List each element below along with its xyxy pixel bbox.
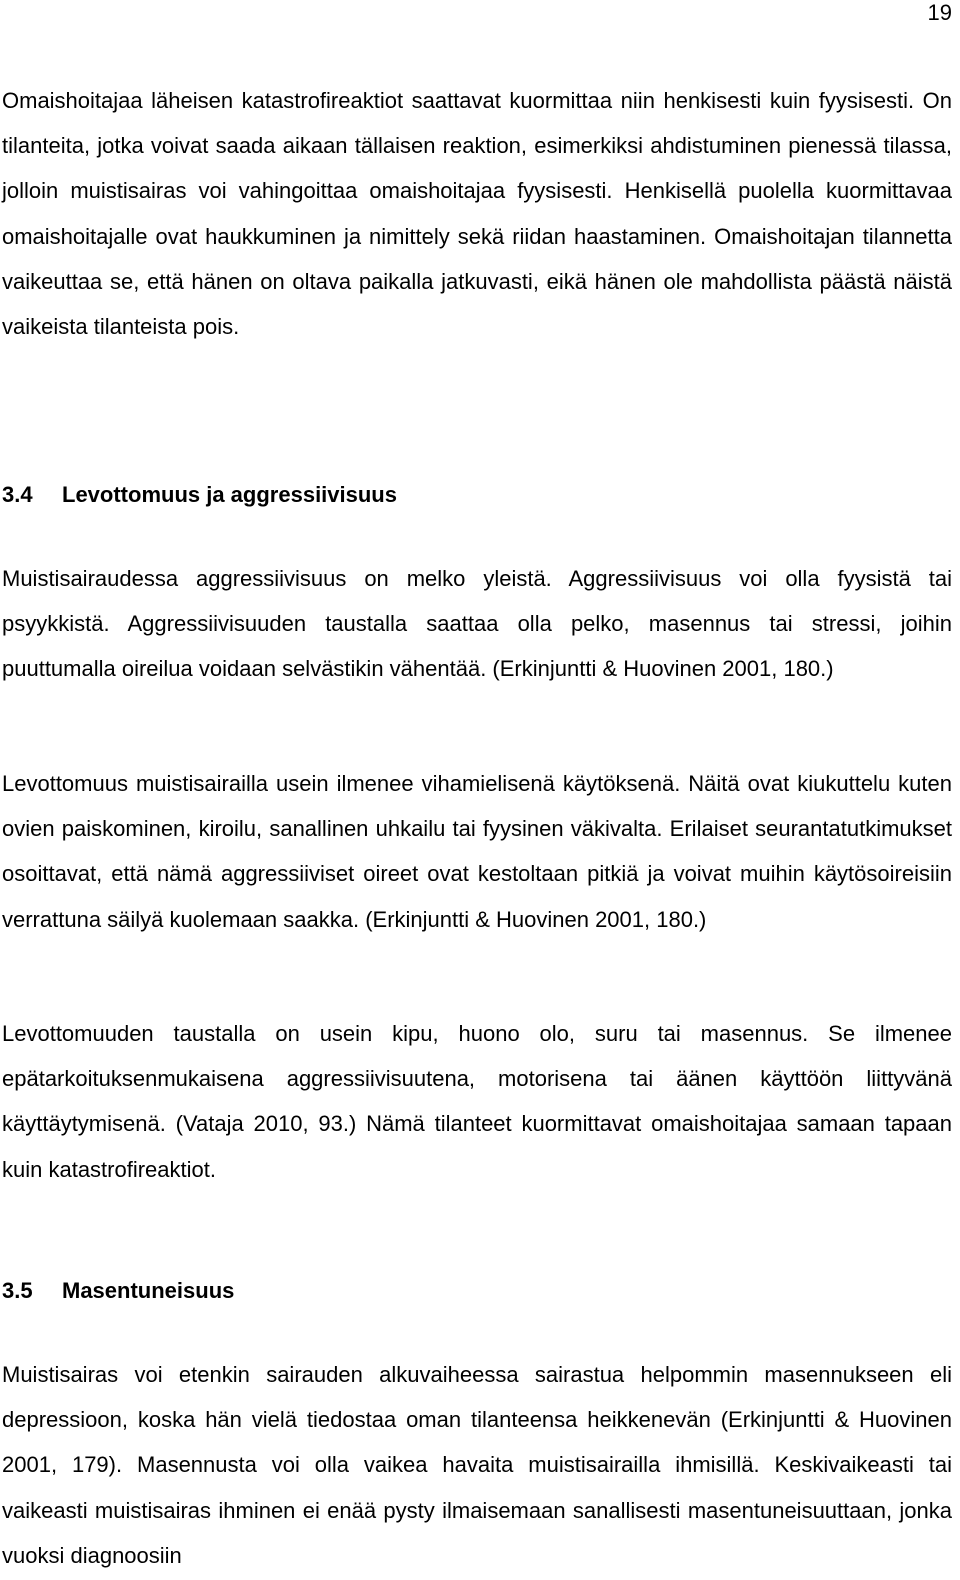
paragraph-aggressiivisuus: Muistisairaudessa aggressiivisuus on melko yleistä. Aggressiivisuus voi olla fyysistä tai psyykkistä. Aggressiivisuuden taustalla saattaa olla pelko, masennus tai stressi, joihin puuttumalla oireilua voidaan selvästikin vähentää. (Erkinjuntti & Huovinen 2001, 180.)	[2, 566, 952, 682]
section-title: Masentuneisuus	[62, 1278, 235, 1303]
section-heading-3-5	[2, 1278, 234, 1304]
paragraph-levottomuuden-tausta: Levottomuuden taustalla on usein kipu, huono olo, suru tai masennus. Se ilmenee epätarkoituksenmukaisena aggressiivisuutena, motorisena tai äänen käyttöön liittyvänä käyttäytymisenä. (Vataja 2010, 93.) Nämä tilanteet kuormittavat omaishoitajaa samaan tapaan kuin katastrofireaktiot.	[2, 1021, 952, 1182]
paragraph-katastrofireaktiot: Omaishoitajaa läheisen katastrofireaktiot saattavat kuormittaa niin henkisesti kuin fyysisesti. On tilanteita, jotka voivat saada aikaan tällaisen reaktion, esimerkiksi ahdistuminen pienessä tilassa, jolloin muistisairas voi vahingoittaa omaishoitajaa fyysisesti. Henkisellä puolella kuormittavaa omaishoitajalle ovat haukkuminen ja nimittely sekä riidan haastaminen. Omaishoitajan tilannetta vaikeuttaa se, että hänen on oltava paikalla jatkuvasti, eikä hänen ole mahdollista päästä näistä vaikeista tilanteista pois.	[2, 88, 952, 340]
section-title: Levottomuus ja aggressiivisuus	[62, 482, 397, 507]
section-number: 3.4	[2, 482, 33, 507]
section-number: 3.5	[2, 1278, 33, 1303]
paragraph-masentuneisuus: Muistisairas voi etenkin sairauden alkuvaiheessa sairastua helpommin masennukseen eli depressioon, koska hän vielä tiedostaa oman tilanteensa heikkenevän (Erkinjuntti & Huovinen 2001, 179). Masennusta voi olla vaikea havaita muistisairailla ihmisillä. Keskivaikeasti tai vaikeasti muistisairas ihminen ei enää pysty ilmaisemaan sanallisesti masentuneisuuttaan, jonka vuoksi diagnoosiin	[2, 1362, 952, 1568]
page-number: 19	[927, 0, 952, 25]
section-heading-3-4	[2, 482, 397, 508]
paragraph-levottomuus: Levottomuus muistisairailla usein ilmenee vihamielisenä käytöksenä. Näitä ovat kiukuttelu kuten ovien paiskominen, kiroilu, sanallinen uhkailu tai fyysinen väkivalta. Erilaiset seurantatutkimukset osoittavat, että nämä aggressiiviset oireet ovat kestoltaan pitkiä ja voivat muihin käytösoireisiin verrattuna säilyä kuolemaan saakka. (Erkinjuntti & Huovinen 2001, 180.)	[2, 771, 952, 932]
